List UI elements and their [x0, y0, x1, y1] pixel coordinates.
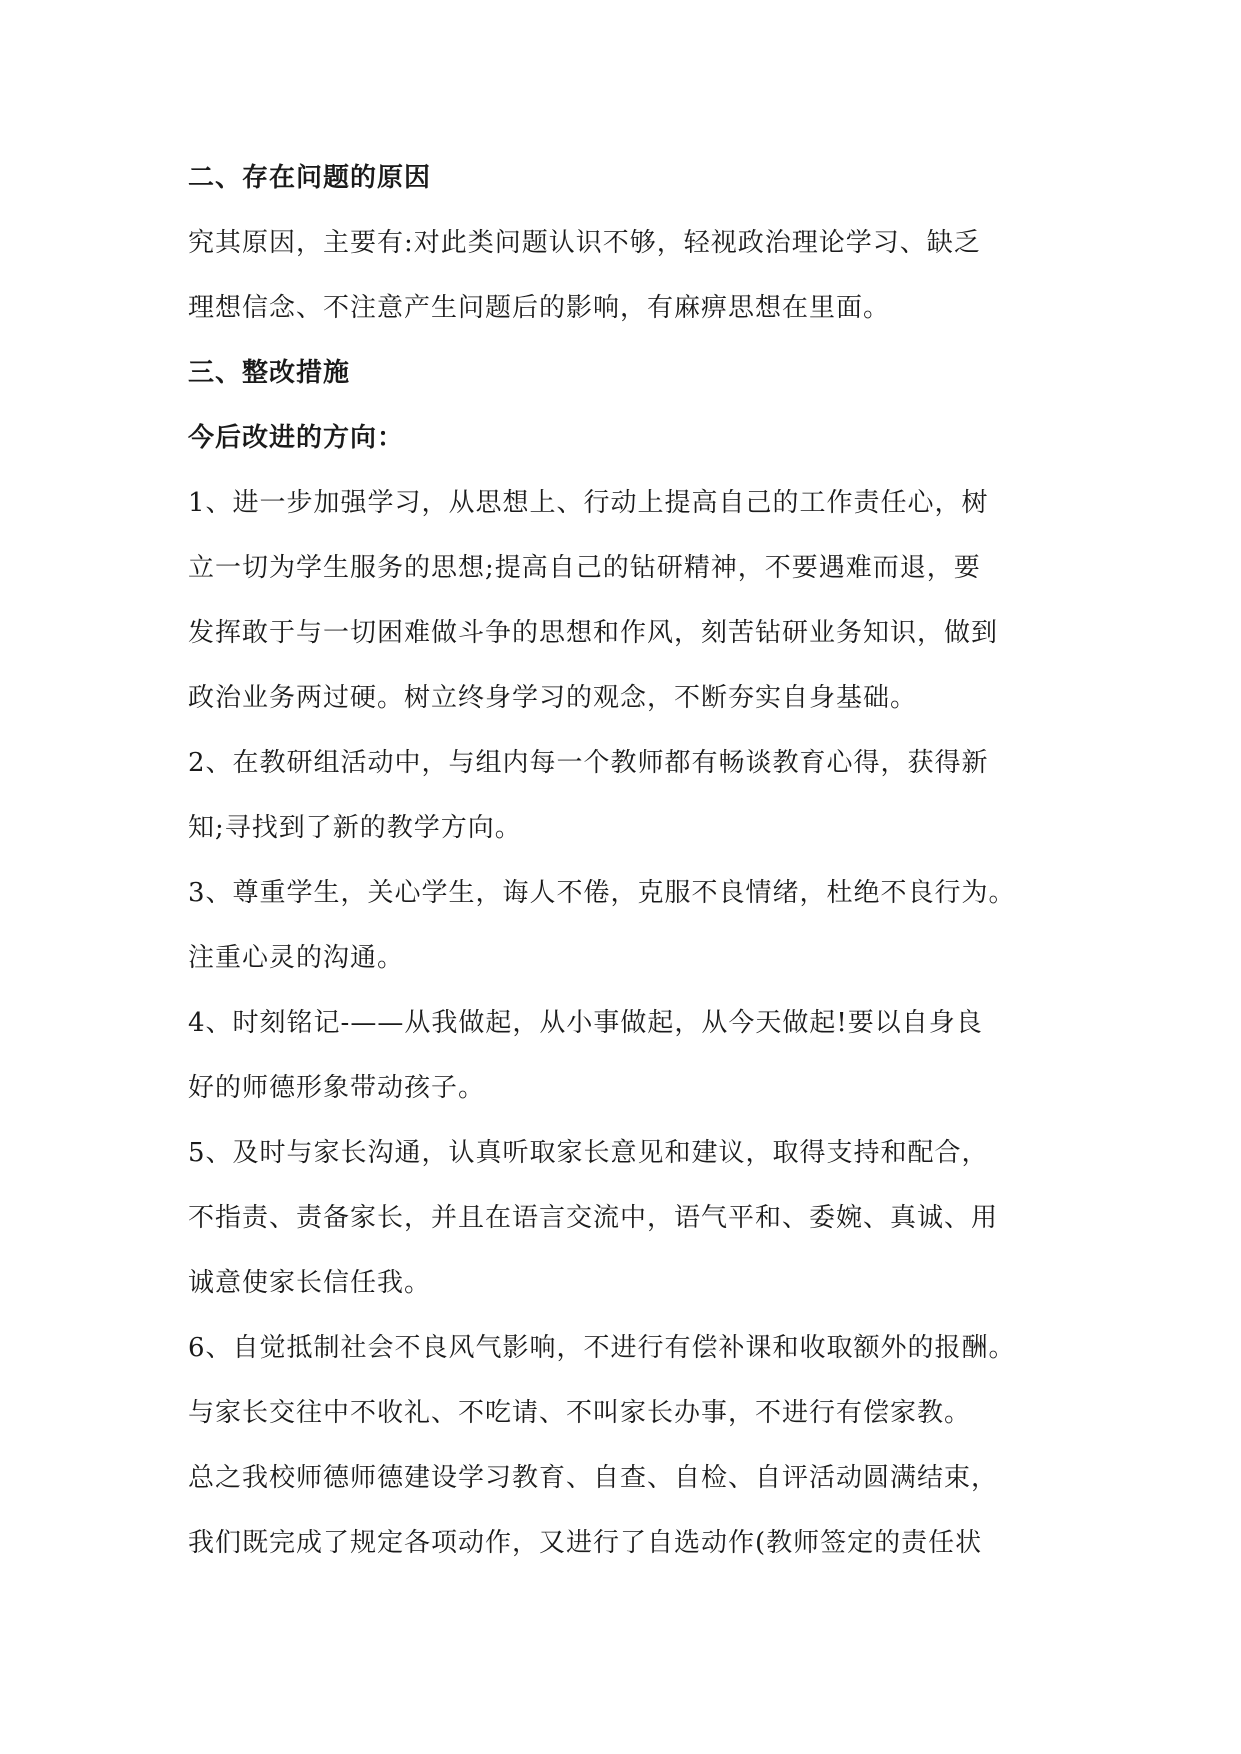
list-item-line: 不指责、责备家长，并且在语言交流中，语气平和、委婉、真诚、用 — [188, 1203, 999, 1233]
list-item-line: 发挥敢于与一切困难做斗争的思想和作风，刻苦钻研业务知识，做到 — [188, 618, 999, 648]
list-item-line: 与家长交往中不收礼、不吃请、不叫家长办事，不进行有偿家教。 — [188, 1398, 972, 1428]
summary-line: 总之我校师德师德建设学习教育、自查、自检、自评活动圆满结束， — [188, 1463, 999, 1493]
document-body — [188, 158, 1088, 1588]
list-item-line: 立一切为学生服务的思想;提高自己的钻研精神，不要遇难而退，要 — [188, 553, 981, 583]
list-item-line: 知;寻找到了新的教学方向。 — [188, 813, 522, 843]
list-item-line: 3、尊重学生，关心学生，诲人不倦，克服不良情绪，杜绝不良行为。 — [188, 878, 1016, 908]
list-item-line: 诚意使家长信任我。 — [188, 1268, 432, 1298]
subheading-improvement-direction: 今后改进的方向： — [188, 423, 405, 453]
list-item-line: 政治业务两过硬。树立终身学习的观念，不断夯实自身基础。 — [188, 683, 918, 713]
list-item-line: 6、自觉抵制社会不良风气影响，不进行有偿补课和收取额外的报酬。 — [188, 1333, 1016, 1363]
list-item-line: 2、在教研组活动中，与组内每一个教师都有畅谈教育心得，获得新 — [188, 748, 989, 778]
paragraph-line: 究其原因，主要有:对此类问题认识不够，轻视政治理论学习、缺乏 — [188, 228, 981, 258]
section-heading-causes: 二、存在问题的原因 — [188, 163, 432, 193]
summary-line: 我们既完成了规定各项动作，又进行了自选动作(教师签定的责任状 — [188, 1528, 983, 1558]
section-heading-measures: 三、整改措施 — [188, 358, 351, 388]
list-item-line: 1、进一步加强学习，从思想上、行动上提高自己的工作责任心，树 — [188, 488, 989, 518]
list-item-line: 4、时刻铭记-——从我做起，从小事做起，从今天做起!要以自身良 — [188, 1008, 983, 1038]
list-item-line: 5、及时与家长沟通，认真听取家长意见和建议，取得支持和配合， — [188, 1138, 989, 1168]
list-item-line: 好的师德形象带动孩子。 — [188, 1073, 486, 1103]
paragraph-line: 理想信念、不注意产生问题后的影响，有麻痹思想在里面。 — [188, 293, 891, 323]
list-item-line: 注重心灵的沟通。 — [188, 943, 405, 973]
